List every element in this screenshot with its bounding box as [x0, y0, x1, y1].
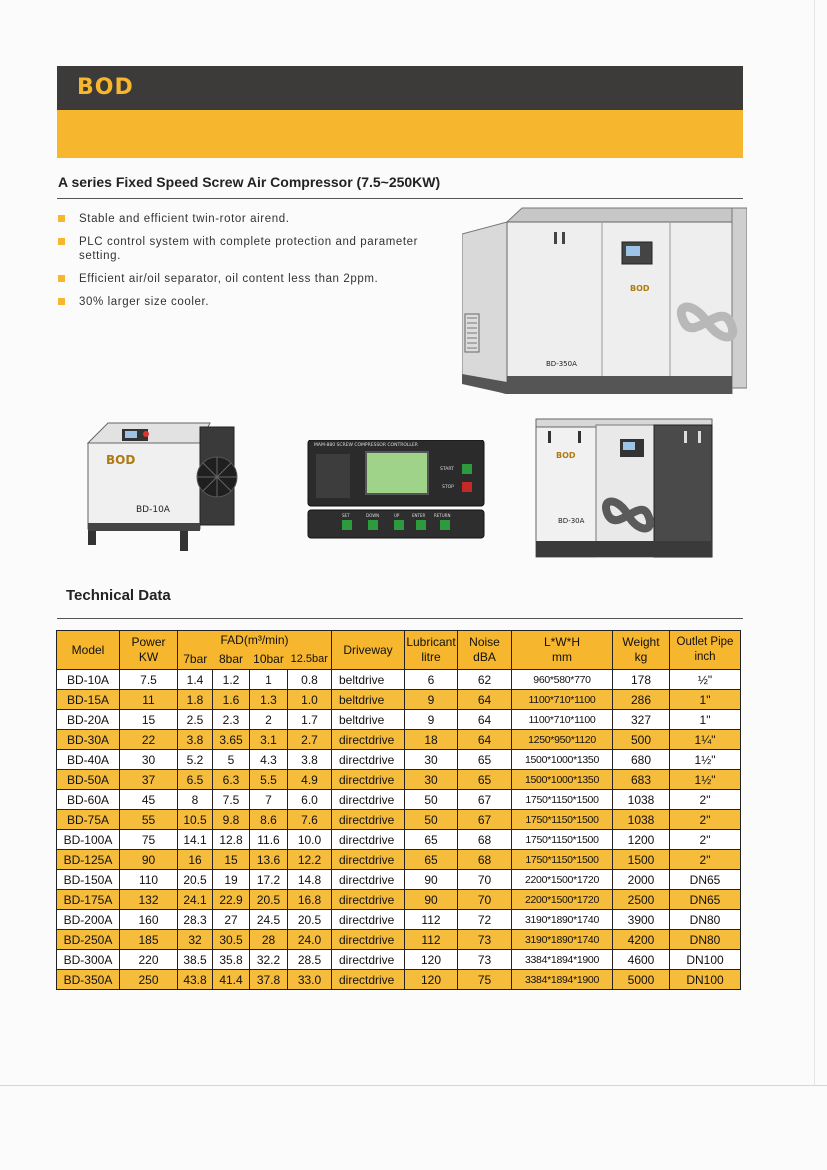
table-row	[57, 890, 741, 910]
cell-fad-7bar: 10.5	[178, 810, 213, 830]
cell-dimensions: 3190*1890*1740	[512, 910, 613, 930]
cell-fad-10bar: 7	[250, 790, 288, 810]
header-lubricant: Lubricant litre	[405, 631, 458, 670]
header-noise: Noise dBA	[458, 631, 512, 670]
cell-fad-7bar: 1.4	[178, 670, 213, 690]
cell-fad-12-5bar: 14.8	[288, 870, 332, 890]
cell-fad-12-5bar: 16.8	[288, 890, 332, 910]
cell-noise: 65	[458, 750, 512, 770]
cell-outlet: 2"	[670, 850, 741, 870]
product-logo: BOD	[556, 451, 576, 460]
cell-fad-10bar: 13.6	[250, 850, 288, 870]
section-divider	[57, 618, 743, 619]
cell-lubricant: 112	[405, 930, 458, 950]
product-image-medium	[534, 417, 716, 567]
cell-driveway: directdrive	[332, 870, 405, 890]
cell-power: 185	[120, 930, 178, 950]
cell-weight: 1200	[613, 830, 670, 850]
controller-header: MAM-880 SCREW COMPRESSOR CONTROLLER	[314, 443, 418, 448]
cell-fad-8bar: 7.5	[213, 790, 250, 810]
cell-driveway: directdrive	[332, 830, 405, 850]
cell-fad-12-5bar: 1.7	[288, 710, 332, 730]
table-row	[57, 930, 741, 950]
section-title: Technical Data	[66, 587, 171, 604]
table-row	[57, 750, 741, 770]
feature-item	[58, 272, 453, 286]
product-image-large	[462, 204, 747, 394]
cell-lubricant: 30	[405, 770, 458, 790]
key-label-return: RETURN	[434, 513, 451, 518]
header-fad-7bar: 7bar	[178, 650, 213, 670]
cell-power: 250	[120, 970, 178, 990]
cell-noise: 64	[458, 710, 512, 730]
cell-power: 110	[120, 870, 178, 890]
header-weight: Weight kg	[613, 631, 670, 670]
cell-weight: 1038	[613, 790, 670, 810]
product-model-label: BD-30A	[558, 517, 585, 525]
cell-dimensions: 1100*710*1100	[512, 710, 613, 730]
banner-dark-band	[57, 66, 743, 110]
feature-list	[58, 212, 453, 318]
table-row	[57, 810, 741, 830]
cell-noise: 67	[458, 790, 512, 810]
cell-model: BD-30A	[57, 730, 120, 750]
cell-dimensions: 3384*1894*1900	[512, 970, 613, 990]
bullet-icon	[58, 298, 65, 305]
cell-noise: 68	[458, 830, 512, 850]
cell-weight: 680	[613, 750, 670, 770]
cell-weight: 286	[613, 690, 670, 710]
cell-dimensions: 960*580*770	[512, 670, 613, 690]
cell-weight: 4200	[613, 930, 670, 950]
cell-outlet: 2"	[670, 810, 741, 830]
cell-lubricant: 120	[405, 950, 458, 970]
cell-power: 11	[120, 690, 178, 710]
table-row	[57, 670, 741, 690]
title-divider	[57, 198, 743, 199]
cell-outlet: DN100	[670, 970, 741, 990]
cell-fad-12-5bar: 10.0	[288, 830, 332, 850]
cell-weight: 3900	[613, 910, 670, 930]
cell-power: 37	[120, 770, 178, 790]
cell-fad-12-5bar: 12.2	[288, 850, 332, 870]
cell-fad-8bar: 41.4	[213, 970, 250, 990]
header-banner	[57, 66, 743, 158]
cell-model: BD-175A	[57, 890, 120, 910]
cell-power: 160	[120, 910, 178, 930]
table-row	[57, 830, 741, 850]
key-label-set: SET	[342, 513, 350, 518]
cell-noise: 70	[458, 870, 512, 890]
compressor-large-icon	[462, 204, 747, 394]
cell-outlet: 2"	[670, 830, 741, 850]
cell-noise: 65	[458, 770, 512, 790]
cell-outlet: 1½"	[670, 750, 741, 770]
cell-fad-7bar: 8	[178, 790, 213, 810]
cell-lubricant: 90	[405, 870, 458, 890]
spec-table-body	[57, 670, 741, 990]
cell-fad-8bar: 6.3	[213, 770, 250, 790]
cell-fad-7bar: 43.8	[178, 970, 213, 990]
key-label-up: UP	[394, 513, 400, 518]
cell-lubricant: 9	[405, 690, 458, 710]
cell-fad-12-5bar: 1.0	[288, 690, 332, 710]
cell-model: BD-50A	[57, 770, 120, 790]
feature-text: Stable and efficient twin-rotor airend.	[79, 213, 290, 225]
cell-power: 220	[120, 950, 178, 970]
cell-fad-10bar: 11.6	[250, 830, 288, 850]
header-model: Model	[57, 631, 120, 670]
header-driveway: Driveway	[332, 631, 405, 670]
cell-driveway: directdrive	[332, 910, 405, 930]
cell-model: BD-250A	[57, 930, 120, 950]
feature-item	[58, 235, 453, 263]
cell-weight: 327	[613, 710, 670, 730]
cell-driveway: directdrive	[332, 890, 405, 910]
cell-fad-10bar: 1.3	[250, 690, 288, 710]
product-model-label: BD-10A	[136, 505, 170, 515]
cell-model: BD-100A	[57, 830, 120, 850]
cell-driveway: directdrive	[332, 930, 405, 950]
cell-dimensions: 2200*1500*1720	[512, 890, 613, 910]
cell-noise: 70	[458, 890, 512, 910]
cell-fad-8bar: 30.5	[213, 930, 250, 950]
cell-fad-7bar: 14.1	[178, 830, 213, 850]
table-header-row	[57, 631, 741, 651]
cell-power: 75	[120, 830, 178, 850]
cell-fad-10bar: 2	[250, 710, 288, 730]
cell-lubricant: 120	[405, 970, 458, 990]
controller-panel-icon	[306, 440, 486, 540]
cell-fad-12-5bar: 3.8	[288, 750, 332, 770]
cell-model: BD-300A	[57, 950, 120, 970]
table-row	[57, 690, 741, 710]
page-bottom-edge	[0, 1085, 827, 1086]
cell-lubricant: 9	[405, 710, 458, 730]
table-row	[57, 790, 741, 810]
stop-label: STOP	[442, 485, 454, 490]
feature-item	[58, 212, 453, 226]
header-fad-12-5bar: 12.5bar	[288, 650, 332, 670]
cell-fad-7bar: 32	[178, 930, 213, 950]
table-row	[57, 910, 741, 930]
cell-fad-12-5bar: 2.7	[288, 730, 332, 750]
cell-weight: 2500	[613, 890, 670, 910]
cell-outlet: ½"	[670, 670, 741, 690]
cell-weight: 500	[613, 730, 670, 750]
feature-item	[58, 295, 453, 309]
cell-driveway: directdrive	[332, 770, 405, 790]
cell-model: BD-75A	[57, 810, 120, 830]
cell-fad-12-5bar: 4.9	[288, 770, 332, 790]
cell-fad-7bar: 1.8	[178, 690, 213, 710]
header-fad-8bar: 8bar	[213, 650, 250, 670]
cell-lubricant: 18	[405, 730, 458, 750]
cell-fad-12-5bar: 28.5	[288, 950, 332, 970]
cell-fad-8bar: 27	[213, 910, 250, 930]
cell-weight: 5000	[613, 970, 670, 990]
table-row	[57, 710, 741, 730]
product-model-label: BD-350A	[546, 360, 577, 368]
controller-panel	[306, 440, 486, 540]
cell-lubricant: 6	[405, 670, 458, 690]
cell-dimensions: 1250*950*1120	[512, 730, 613, 750]
table-row	[57, 970, 741, 990]
cell-dimensions: 3384*1894*1900	[512, 950, 613, 970]
cell-driveway: directdrive	[332, 850, 405, 870]
cell-driveway: directdrive	[332, 970, 405, 990]
cell-noise: 67	[458, 810, 512, 830]
cell-lubricant: 50	[405, 790, 458, 810]
cell-fad-8bar: 15	[213, 850, 250, 870]
cell-power: 55	[120, 810, 178, 830]
key-label-down: DOWN	[366, 513, 380, 518]
cell-dimensions: 1750*1150*1500	[512, 850, 613, 870]
table-row	[57, 850, 741, 870]
table-row	[57, 950, 741, 970]
cell-fad-10bar: 5.5	[250, 770, 288, 790]
cell-fad-7bar: 24.1	[178, 890, 213, 910]
cell-noise: 64	[458, 690, 512, 710]
cell-model: BD-200A	[57, 910, 120, 930]
cell-noise: 64	[458, 730, 512, 750]
cell-fad-8bar: 2.3	[213, 710, 250, 730]
cell-fad-7bar: 38.5	[178, 950, 213, 970]
key-label-enter: ENTER	[412, 513, 426, 518]
cell-outlet: 2"	[670, 790, 741, 810]
table-row	[57, 870, 741, 890]
cell-fad-7bar: 6.5	[178, 770, 213, 790]
cell-outlet: DN100	[670, 950, 741, 970]
feature-text: Efficient air/oil separator, oil content less than 2ppm.	[79, 273, 379, 285]
cell-lubricant: 65	[405, 850, 458, 870]
cell-power: 15	[120, 710, 178, 730]
cell-dimensions: 1750*1150*1500	[512, 830, 613, 850]
header-outlet: Outlet Pipe inch	[670, 631, 741, 670]
cell-driveway: beltdrive	[332, 690, 405, 710]
start-label: START	[440, 467, 454, 472]
cell-fad-10bar: 8.6	[250, 810, 288, 830]
cell-driveway: directdrive	[332, 750, 405, 770]
spec-table	[56, 630, 741, 990]
cell-weight: 1038	[613, 810, 670, 830]
product-logo: BOD	[630, 284, 650, 293]
cell-fad-7bar: 20.5	[178, 870, 213, 890]
cell-outlet: 1¼"	[670, 730, 741, 750]
cell-power: 22	[120, 730, 178, 750]
cell-fad-8bar: 19	[213, 870, 250, 890]
cell-fad-12-5bar: 0.8	[288, 670, 332, 690]
cell-fad-10bar: 28	[250, 930, 288, 950]
cell-dimensions: 1750*1150*1500	[512, 790, 613, 810]
cell-lubricant: 90	[405, 890, 458, 910]
cell-fad-12-5bar: 20.5	[288, 910, 332, 930]
cell-weight: 2000	[613, 870, 670, 890]
cell-fad-7bar: 2.5	[178, 710, 213, 730]
cell-lubricant: 112	[405, 910, 458, 930]
cell-driveway: directdrive	[332, 730, 405, 750]
cell-noise: 72	[458, 910, 512, 930]
cell-fad-10bar: 20.5	[250, 890, 288, 910]
cell-fad-7bar: 28.3	[178, 910, 213, 930]
cell-power: 90	[120, 850, 178, 870]
cell-weight: 178	[613, 670, 670, 690]
cell-power: 7.5	[120, 670, 178, 690]
feature-text: PLC control system with complete protection and parameter setting.	[79, 236, 419, 262]
cell-power: 132	[120, 890, 178, 910]
cell-fad-10bar: 32.2	[250, 950, 288, 970]
cell-fad-7bar: 5.2	[178, 750, 213, 770]
bullet-icon	[58, 275, 65, 282]
banner-accent-band	[57, 110, 743, 158]
cell-fad-8bar: 22.9	[213, 890, 250, 910]
cell-fad-12-5bar: 24.0	[288, 930, 332, 950]
cell-noise: 73	[458, 930, 512, 950]
cell-dimensions: 2200*1500*1720	[512, 870, 613, 890]
header-power: Power KW	[120, 631, 178, 670]
header-fad: FAD(m³/min)	[178, 631, 332, 651]
cell-power: 30	[120, 750, 178, 770]
cell-fad-8bar: 9.8	[213, 810, 250, 830]
page-title: A series Fixed Speed Screw Air Compressor (7.5~250KW)	[58, 174, 441, 190]
cell-model: BD-60A	[57, 790, 120, 810]
cell-outlet: DN80	[670, 930, 741, 950]
cell-driveway: directdrive	[332, 790, 405, 810]
cell-dimensions: 1500*1000*1350	[512, 770, 613, 790]
cell-fad-8bar: 5	[213, 750, 250, 770]
cell-lubricant: 65	[405, 830, 458, 850]
cell-fad-10bar: 4.3	[250, 750, 288, 770]
header-fad-10bar: 10bar	[250, 650, 288, 670]
cell-noise: 75	[458, 970, 512, 990]
cell-outlet: 1½"	[670, 770, 741, 790]
cell-model: BD-125A	[57, 850, 120, 870]
cell-driveway: directdrive	[332, 950, 405, 970]
cell-fad-7bar: 3.8	[178, 730, 213, 750]
cell-lubricant: 30	[405, 750, 458, 770]
cell-outlet: DN65	[670, 870, 741, 890]
cell-fad-10bar: 37.8	[250, 970, 288, 990]
cell-outlet: DN65	[670, 890, 741, 910]
cell-model: BD-20A	[57, 710, 120, 730]
cell-outlet: 1"	[670, 690, 741, 710]
cell-fad-8bar: 3.65	[213, 730, 250, 750]
cell-fad-12-5bar: 6.0	[288, 790, 332, 810]
cell-fad-10bar: 24.5	[250, 910, 288, 930]
table-row	[57, 770, 741, 790]
cell-noise: 68	[458, 850, 512, 870]
cell-fad-12-5bar: 7.6	[288, 810, 332, 830]
cell-model: BD-350A	[57, 970, 120, 990]
table-row	[57, 730, 741, 750]
compressor-medium-icon	[534, 417, 716, 567]
cell-fad-8bar: 1.2	[213, 670, 250, 690]
cell-model: BD-10A	[57, 670, 120, 690]
bullet-icon	[58, 238, 65, 245]
brand-logo: BOD	[77, 75, 134, 100]
cell-model: BD-150A	[57, 870, 120, 890]
cell-driveway: directdrive	[332, 810, 405, 830]
cell-model: BD-15A	[57, 690, 120, 710]
cell-outlet: 1"	[670, 710, 741, 730]
cell-weight: 1500	[613, 850, 670, 870]
cell-dimensions: 1750*1150*1500	[512, 810, 613, 830]
page-edge	[814, 0, 815, 1085]
product-logo: BOD	[106, 453, 136, 467]
cell-outlet: DN80	[670, 910, 741, 930]
cell-dimensions: 1500*1000*1350	[512, 750, 613, 770]
cell-fad-8bar: 12.8	[213, 830, 250, 850]
cell-driveway: beltdrive	[332, 710, 405, 730]
cell-fad-8bar: 35.8	[213, 950, 250, 970]
cell-driveway: beltdrive	[332, 670, 405, 690]
cell-fad-12-5bar: 33.0	[288, 970, 332, 990]
cell-power: 45	[120, 790, 178, 810]
cell-dimensions: 1100*710*1100	[512, 690, 613, 710]
compressor-small-icon	[80, 413, 240, 553]
cell-fad-7bar: 16	[178, 850, 213, 870]
product-image-small	[80, 413, 240, 553]
cell-noise: 73	[458, 950, 512, 970]
cell-noise: 62	[458, 670, 512, 690]
bullet-icon	[58, 215, 65, 222]
cell-weight: 683	[613, 770, 670, 790]
cell-weight: 4600	[613, 950, 670, 970]
cell-dimensions: 3190*1890*1740	[512, 930, 613, 950]
feature-text: 30% larger size cooler.	[79, 296, 210, 308]
header-dimensions: L*W*H mm	[512, 631, 613, 670]
cell-fad-8bar: 1.6	[213, 690, 250, 710]
cell-fad-10bar: 3.1	[250, 730, 288, 750]
cell-fad-10bar: 1	[250, 670, 288, 690]
cell-model: BD-40A	[57, 750, 120, 770]
cell-fad-10bar: 17.2	[250, 870, 288, 890]
cell-lubricant: 50	[405, 810, 458, 830]
